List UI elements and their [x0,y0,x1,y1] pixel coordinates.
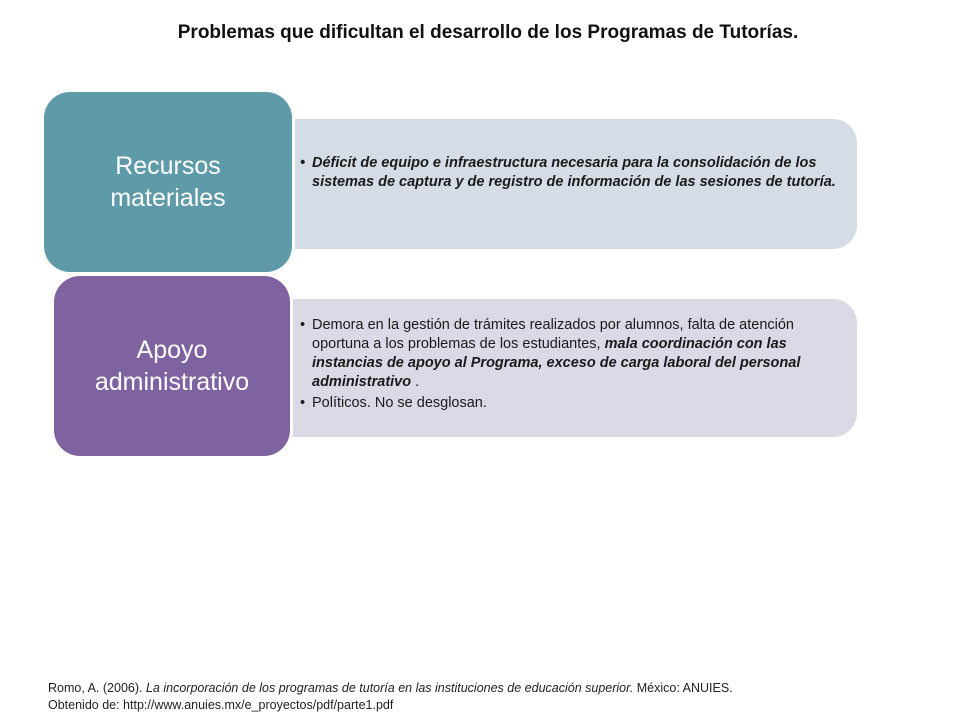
bullet-item: • Políticos. No se desglosan. [300,394,820,413]
reference-text: Romo, A. (2006). [48,681,146,695]
bullet-text: Demora en la gestión de trámites realizados por alumnos, falta de atención oportuna a los problemas de los estudiantes, [312,317,794,352]
reference-citation [48,680,938,714]
bullet-emphasis: mala coordinación con las instancias de apoyo al Programa, exceso de carga laboral del personal administrativo [312,336,801,390]
label-line: Apoyo [136,336,208,364]
reference-text: México: ANUIES. [633,681,733,695]
reference-title: La incorporación de los programas de tutoría en las instituciones de educación superior. [145,681,634,695]
label-line: administrativo [94,368,250,396]
label-line: materiales [110,184,226,212]
label-line: Recursos [115,152,221,180]
bullet-text: . [411,374,420,390]
recursos-materiales-bullets [300,154,845,194]
bullet-item [300,316,820,392]
bullet-item: • Déficit de equipo e infraestructura necesaria para la consolidación de los sistemas de captura y de registro de información de las sesiones de tutoría. [300,154,845,192]
apoyo-administrativo-bullets [300,316,820,415]
page-title: Problemas que dificultan el desarrollo de los Programas de Tutorías. [177,22,799,43]
apoyo-administrativo-label [54,276,290,456]
recursos-materiales-label [44,92,292,272]
reference-url: Obtenido de: http://www.anuies.mx/e_proyectos/pdf/parte1.pdf [48,698,394,712]
